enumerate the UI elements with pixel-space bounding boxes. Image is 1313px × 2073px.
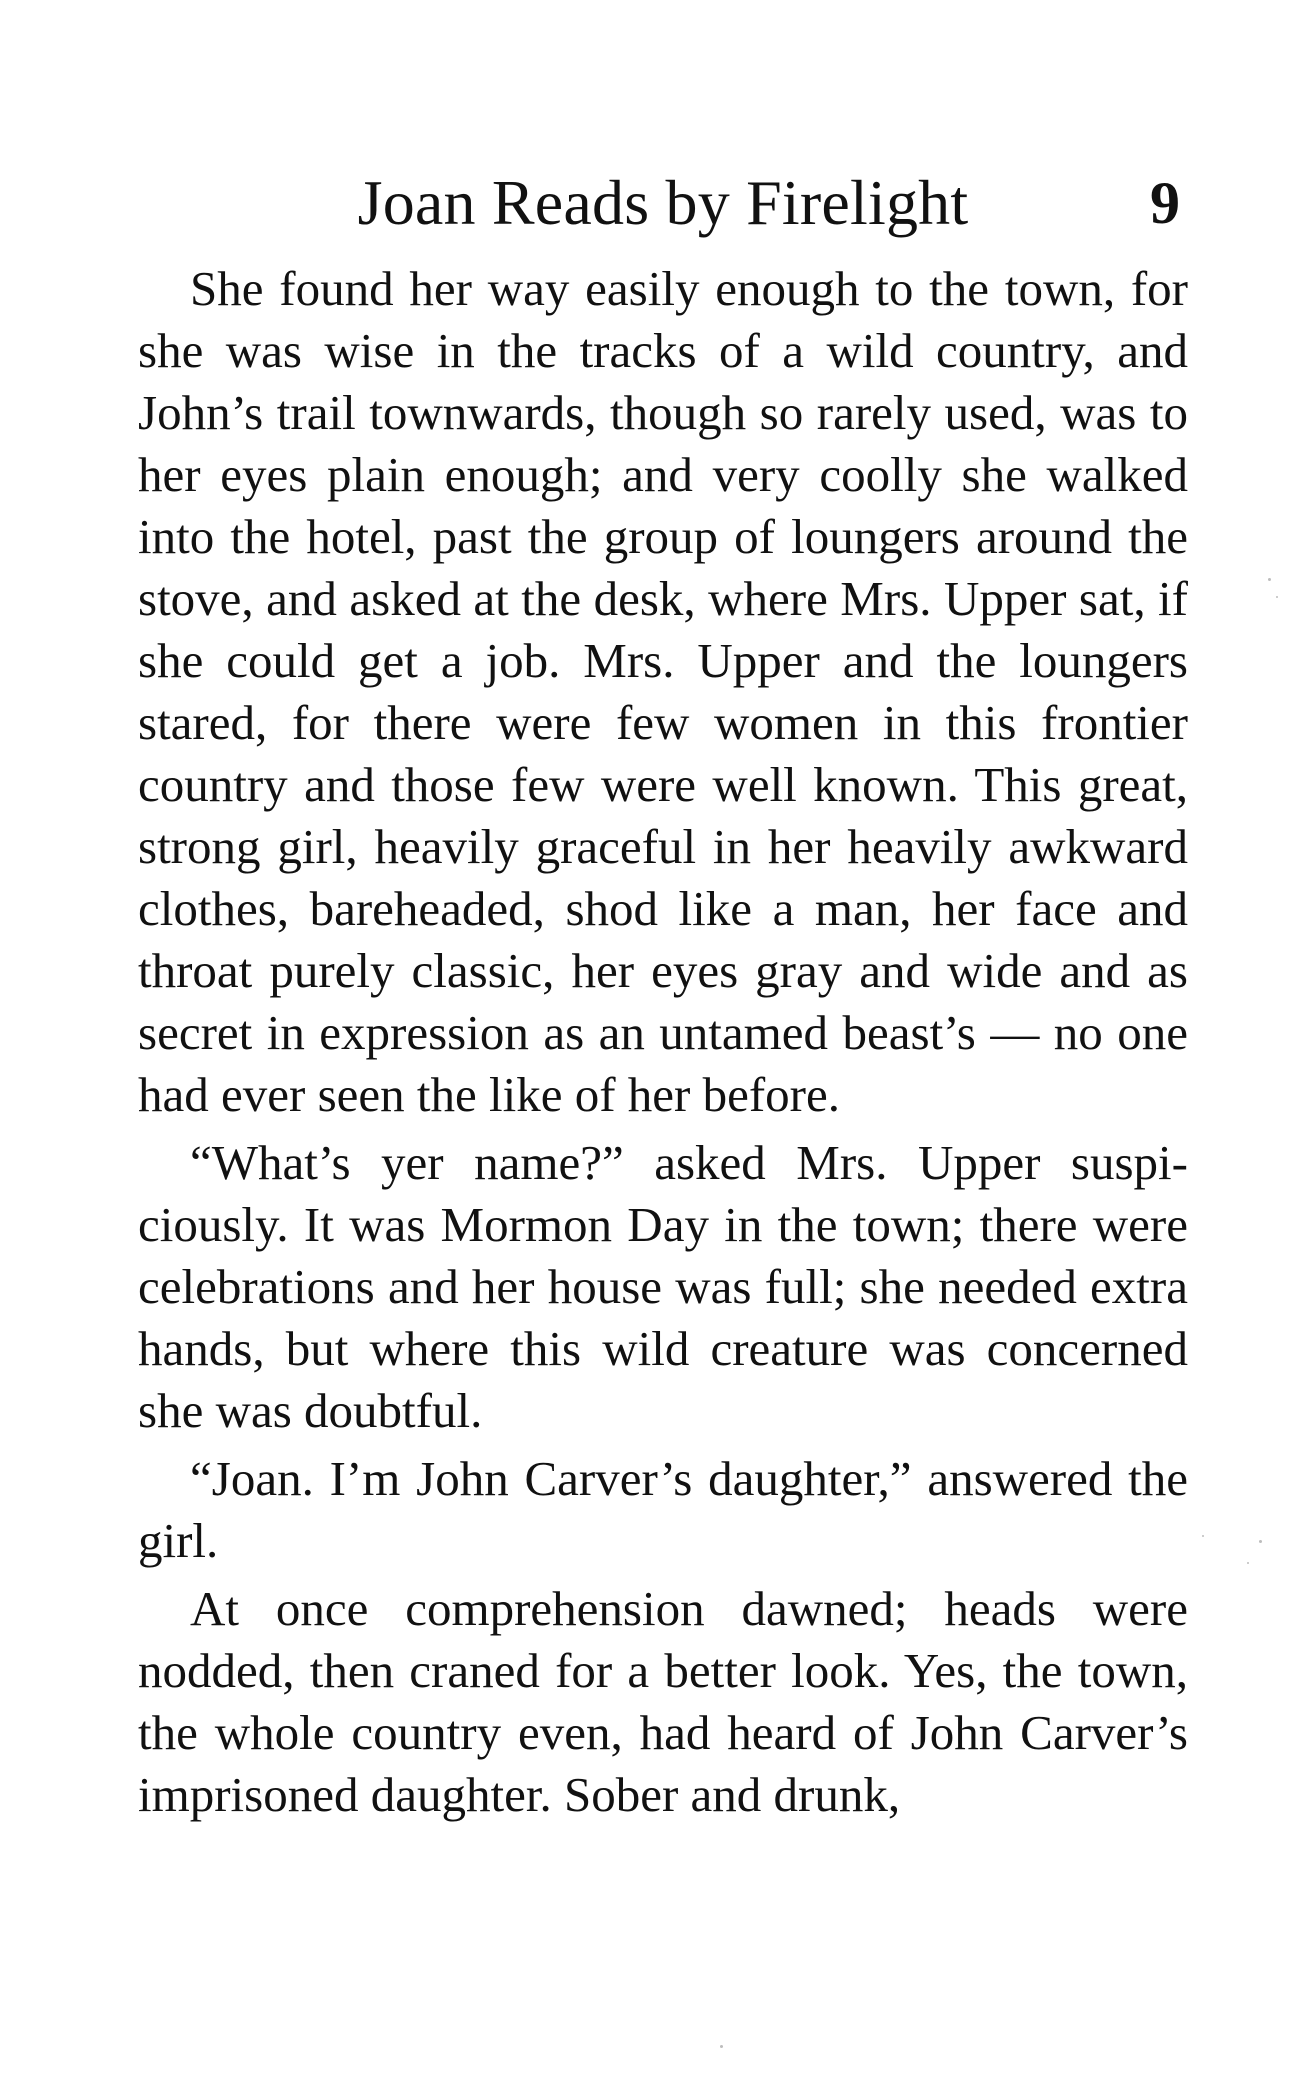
scan-speck [1268,578,1271,581]
paragraph-joan-answer: “Joan. I’m John Carver’s daughter,” answered the girl. [138,1451,1188,1568]
paragraph-comprehension: At once comprehension dawned; heads were nodded, then craned for a better look. Yes, the town, the whole country even, had heard of John Carver’s imprisoned daughter. Sober and drunk, [138,1581,1188,1822]
running-head [138,163,1188,243]
scan-speck [720,2045,723,2048]
scan-speck [1276,596,1278,598]
paragraph-mrs-upper-question: “What’s yer name?” asked Mrs. Upper suspiciously. It was Mormon Day in the town; there were celebrations and her house was full; she needed extra hands, but where this wild creature was concerned she was doubtful. [138,1135,1188,1438]
scan-speck [1202,1535,1204,1537]
body-text [138,258,1188,1832]
scan-speck [1247,1562,1249,1564]
page-number: 9 [1150,170,1180,236]
paragraph-arrival: She found her way easily enough to the town, for she was wise in the tracks of a wild country, and John’s trail townwards, though so rarely used, was to her eyes plain enough; and very coolly she walked into the hotel, past the group of loungers around the stove, and asked at the desk, where Mrs. Upper sat, if she could get a job. Mrs. Upper and the loungers stared, for there were few women in this frontier country and those few were well known. This great, strong girl, heavily graceful in her heavily awkward clothes, bareheaded, shod like a man, her face and throat purely classic, her eyes gray and wide and as secret in expression as an untamed beast’s — no one had ever seen the like of her before. [138,261,1188,1122]
scan-speck [1259,1540,1262,1543]
running-title: Joan Reads by Firelight [357,167,969,238]
